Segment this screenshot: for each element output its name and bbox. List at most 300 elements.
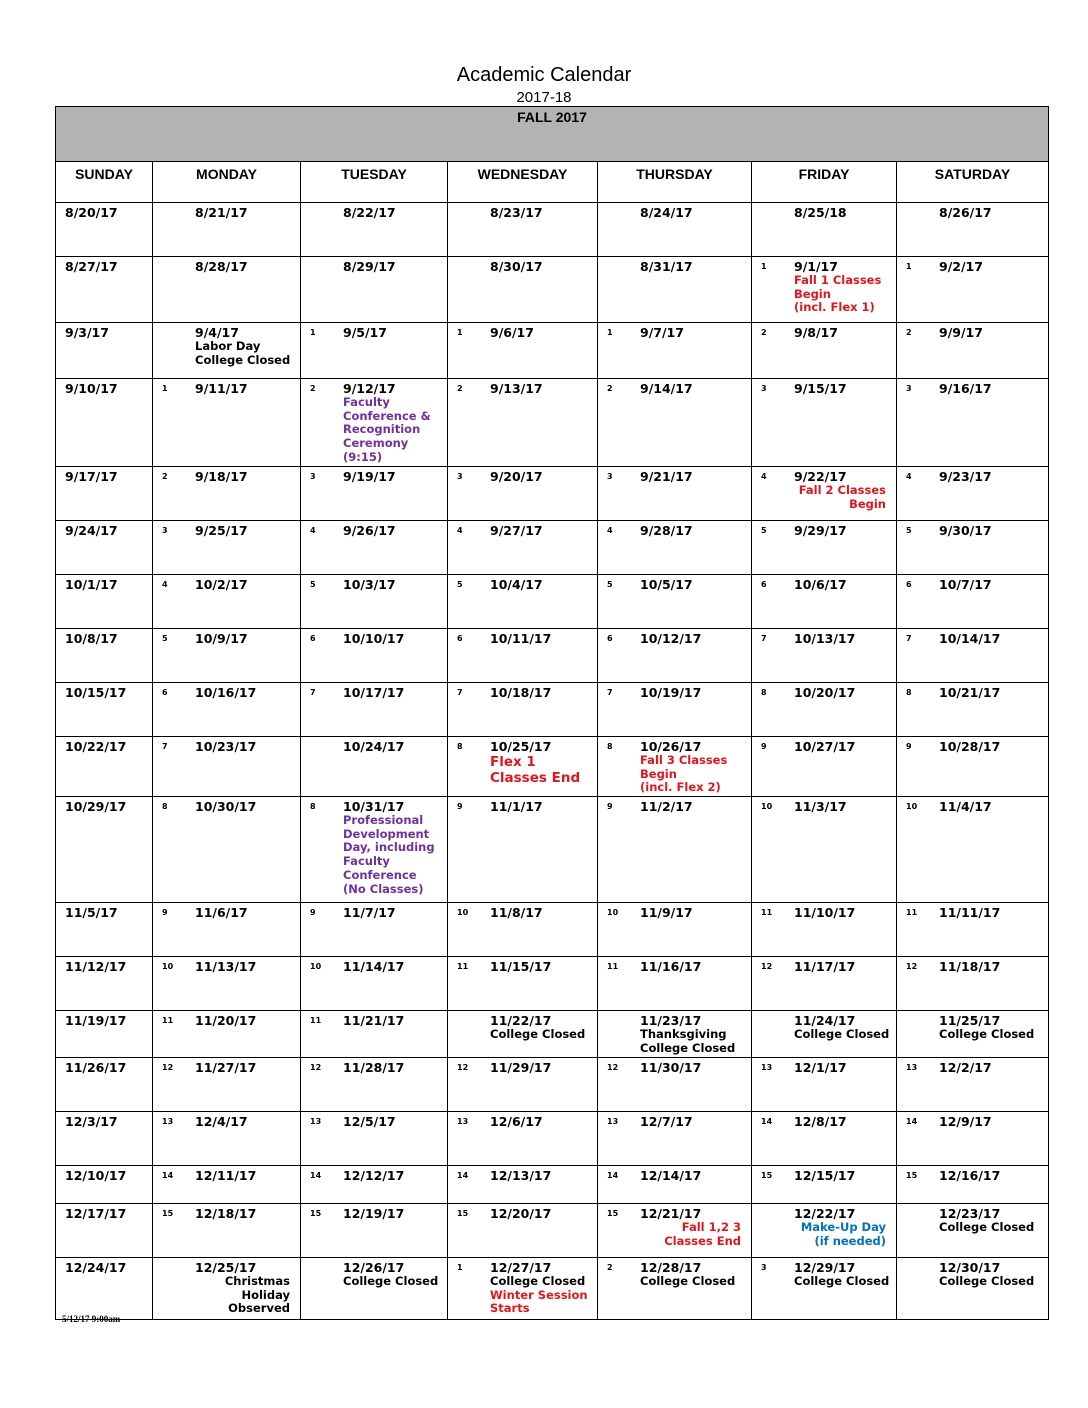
- date-label: 10/25/17: [490, 739, 552, 754]
- day-cell: [301, 521, 448, 575]
- event-note: College Closed: [939, 1220, 1035, 1234]
- date-label: 10/11/17: [490, 631, 552, 646]
- date-label: 8/26/17: [939, 205, 992, 220]
- date-label: 9/6/17: [490, 325, 534, 340]
- week-number: 12: [457, 1063, 469, 1072]
- week-number: 9: [607, 802, 613, 811]
- date-label: 12/3/17: [65, 1114, 118, 1129]
- week-number: 8: [310, 802, 316, 811]
- week-number: 5: [162, 634, 168, 643]
- day-cell: [897, 683, 1049, 737]
- week-number: 3: [310, 472, 316, 481]
- day-cell: [598, 1258, 752, 1320]
- day-cell: [301, 737, 448, 797]
- day-cell: [153, 379, 301, 467]
- date-label: 10/9/17: [195, 631, 248, 646]
- week-number: 5: [906, 526, 912, 535]
- week-number: 12: [607, 1063, 619, 1072]
- date-label: 12/25/17: [195, 1260, 257, 1275]
- day-cell: [598, 683, 752, 737]
- week-row: [56, 737, 1049, 797]
- date-label: 9/2/17: [939, 259, 983, 274]
- week-number: 9: [162, 908, 168, 917]
- day-cell: [598, 903, 752, 957]
- week-number: 4: [310, 526, 316, 535]
- day-cell: [752, 903, 897, 957]
- day-cell: [301, 1258, 448, 1320]
- day-cell: [56, 323, 153, 379]
- week-number: 14: [906, 1117, 918, 1126]
- date-label: 12/23/17: [939, 1206, 1001, 1221]
- day-cell: [752, 737, 897, 797]
- date-label: 12/24/17: [65, 1260, 127, 1275]
- day-cell: [301, 379, 448, 467]
- day-cell: [598, 797, 752, 903]
- day-header: THURSDAY: [598, 162, 752, 203]
- day-cell: [153, 957, 301, 1011]
- date-label: 12/6/17: [490, 1114, 543, 1129]
- day-cell: [752, 575, 897, 629]
- day-cell: [897, 737, 1049, 797]
- week-number: 1: [310, 328, 316, 337]
- day-cell: [752, 1058, 897, 1112]
- day-cell: [752, 1204, 897, 1258]
- day-cell: [598, 1112, 752, 1166]
- date-label: 11/18/17: [939, 959, 1001, 974]
- day-cell: [153, 1058, 301, 1112]
- week-number: 11: [310, 1016, 322, 1025]
- day-cell: [153, 1204, 301, 1258]
- event-note: College Closed: [490, 1027, 586, 1041]
- week-number: 2: [607, 1263, 613, 1272]
- week-number: 15: [162, 1209, 174, 1218]
- date-label: 8/31/17: [640, 259, 693, 274]
- day-cell: [752, 1258, 897, 1320]
- date-label: 12/20/17: [490, 1206, 552, 1221]
- date-label: 12/8/17: [794, 1114, 847, 1129]
- day-cell: [448, 379, 598, 467]
- day-cell: [598, 737, 752, 797]
- date-label: 10/29/17: [65, 799, 127, 814]
- week-number: 6: [607, 634, 613, 643]
- event-note: Labor Day College Closed: [195, 339, 291, 367]
- week-number: 7: [761, 634, 767, 643]
- day-cell: [897, 1112, 1049, 1166]
- date-label: 9/12/17: [343, 381, 396, 396]
- event-note: Faculty Conference & Recognition Ceremony (9:15): [343, 395, 431, 464]
- date-label: 9/4/17: [195, 325, 239, 340]
- date-label: 10/15/17: [65, 685, 127, 700]
- date-label: 11/10/17: [794, 905, 856, 920]
- date-label: 8/23/17: [490, 205, 543, 220]
- week-row: [56, 323, 1049, 379]
- week-number: 6: [761, 580, 767, 589]
- date-label: 8/22/17: [343, 205, 396, 220]
- week-number: 14: [310, 1171, 322, 1180]
- event-note: College Closed: [939, 1274, 1035, 1288]
- date-label: 11/28/17: [343, 1060, 405, 1075]
- event-note: Make-Up Day (if needed): [800, 1220, 886, 1248]
- week-number: 1: [761, 262, 767, 271]
- day-cell: [153, 521, 301, 575]
- day-cell: [301, 257, 448, 323]
- week-number: 3: [162, 526, 168, 535]
- date-label: 10/6/17: [794, 577, 847, 592]
- date-label: 8/27/17: [65, 259, 118, 274]
- day-cell: [897, 1058, 1049, 1112]
- day-cell: [752, 1112, 897, 1166]
- day-cell: [448, 1011, 598, 1058]
- date-label: 9/8/17: [794, 325, 838, 340]
- day-cell: [56, 1204, 153, 1258]
- day-header: SUNDAY: [56, 162, 153, 203]
- week-number: 7: [162, 742, 168, 751]
- date-label: 10/21/17: [939, 685, 1001, 700]
- week-number: 13: [761, 1063, 773, 1072]
- day-cell: [598, 1058, 752, 1112]
- week-number: 12: [906, 962, 918, 971]
- event-note: Fall 3 Classes Begin (incl. Flex 2): [640, 753, 728, 795]
- week-number: 11: [162, 1016, 174, 1025]
- day-cell: [448, 323, 598, 379]
- date-label: 12/29/17: [794, 1260, 856, 1275]
- day-cell: [897, 903, 1049, 957]
- date-label: 12/27/17: [490, 1260, 552, 1275]
- week-number: 7: [310, 688, 316, 697]
- date-label: 11/22/17: [490, 1013, 552, 1028]
- date-label: 11/5/17: [65, 905, 118, 920]
- week-number: 14: [162, 1171, 174, 1180]
- date-label: 9/14/17: [640, 381, 693, 396]
- week-row: [56, 1058, 1049, 1112]
- day-cell: [752, 467, 897, 521]
- week-row: [56, 797, 1049, 903]
- week-number: 2: [761, 328, 767, 337]
- week-number: 8: [906, 688, 912, 697]
- week-number: 6: [310, 634, 316, 643]
- week-number: 8: [607, 742, 613, 751]
- day-cell: [301, 203, 448, 257]
- date-label: 12/1/17: [794, 1060, 847, 1075]
- week-number: 9: [906, 742, 912, 751]
- event-note: Fall 1,2 3 Classes End: [664, 1220, 741, 1248]
- date-label: 10/8/17: [65, 631, 118, 646]
- date-label: 9/29/17: [794, 523, 847, 538]
- date-label: 11/1/17: [490, 799, 543, 814]
- event-note: College Closed: [640, 1274, 736, 1288]
- week-number: 10: [457, 908, 469, 917]
- date-label: 10/18/17: [490, 685, 552, 700]
- date-label: 10/3/17: [343, 577, 396, 592]
- week-number: 4: [607, 526, 613, 535]
- week-number: 8: [162, 802, 168, 811]
- date-label: 12/11/17: [195, 1168, 257, 1183]
- date-label: 11/17/17: [794, 959, 856, 974]
- day-cell: [448, 797, 598, 903]
- week-number: 7: [457, 688, 463, 697]
- date-label: 12/12/17: [343, 1168, 405, 1183]
- week-number: 3: [607, 472, 613, 481]
- date-label: 12/7/17: [640, 1114, 693, 1129]
- week-number: 6: [162, 688, 168, 697]
- date-label: 11/16/17: [640, 959, 702, 974]
- date-label: 10/5/17: [640, 577, 693, 592]
- date-label: 11/21/17: [343, 1013, 405, 1028]
- semester-header: FALL 2017: [56, 107, 1049, 162]
- date-label: 9/27/17: [490, 523, 543, 538]
- day-cell: [598, 1011, 752, 1058]
- date-label: 12/30/17: [939, 1260, 1001, 1275]
- day-cell: [56, 379, 153, 467]
- date-label: 11/23/17: [640, 1013, 702, 1028]
- date-label: 11/15/17: [490, 959, 552, 974]
- week-number: 4: [162, 580, 168, 589]
- day-cell: [897, 521, 1049, 575]
- week-number: 9: [457, 802, 463, 811]
- date-label: 11/14/17: [343, 959, 405, 974]
- week-number: 11: [906, 908, 918, 917]
- date-label: 9/24/17: [65, 523, 118, 538]
- date-label: 10/14/17: [939, 631, 1001, 646]
- day-cell: [752, 379, 897, 467]
- week-number: 12: [310, 1063, 322, 1072]
- day-cell: [56, 797, 153, 903]
- date-label: 12/14/17: [640, 1168, 702, 1183]
- day-cell: [897, 957, 1049, 1011]
- date-label: 8/30/17: [490, 259, 543, 274]
- date-label: 9/10/17: [65, 381, 118, 396]
- day-cell: [301, 1112, 448, 1166]
- week-number: 2: [310, 384, 316, 393]
- date-label: 11/27/17: [195, 1060, 257, 1075]
- week-number: 15: [761, 1171, 773, 1180]
- day-cell: [448, 467, 598, 521]
- week-row: [56, 683, 1049, 737]
- day-cell: [897, 323, 1049, 379]
- day-cell: [598, 957, 752, 1011]
- day-cell: [153, 903, 301, 957]
- date-label: 12/9/17: [939, 1114, 992, 1129]
- day-header: FRIDAY: [752, 162, 897, 203]
- week-number: 6: [457, 634, 463, 643]
- week-number: 10: [906, 802, 918, 811]
- date-label: 11/4/17: [939, 799, 992, 814]
- date-label: 12/16/17: [939, 1168, 1001, 1183]
- day-cell: [598, 467, 752, 521]
- date-label: 9/18/17: [195, 469, 248, 484]
- page-title: Academic Calendar: [456, 64, 632, 86]
- date-label: 9/1/17: [794, 259, 838, 274]
- week-row: [56, 521, 1049, 575]
- day-cell: [153, 683, 301, 737]
- week-row: [56, 203, 1049, 257]
- date-label: 9/9/17: [939, 325, 983, 340]
- day-cell: [56, 1112, 153, 1166]
- date-label: 11/25/17: [939, 1013, 1001, 1028]
- day-cell: [301, 1204, 448, 1258]
- date-label: 11/30/17: [640, 1060, 702, 1075]
- event-note: Flex 1 Classes End: [490, 754, 581, 786]
- date-label: 10/19/17: [640, 685, 702, 700]
- week-number: 8: [761, 688, 767, 697]
- week-number: 14: [457, 1171, 469, 1180]
- date-label: 10/4/17: [490, 577, 543, 592]
- date-label: 10/27/17: [794, 739, 856, 754]
- week-number: 7: [906, 634, 912, 643]
- date-label: 9/7/17: [640, 325, 684, 340]
- day-cell: [153, 737, 301, 797]
- week-number: 4: [457, 526, 463, 535]
- date-label: 12/4/17: [195, 1114, 248, 1129]
- day-cell: [448, 575, 598, 629]
- calendar-table: [55, 106, 1049, 1320]
- day-cell: [752, 1166, 897, 1204]
- date-label: 12/10/17: [65, 1168, 127, 1183]
- week-number: 15: [457, 1209, 469, 1218]
- day-cell: [752, 683, 897, 737]
- date-label: 8/28/17: [195, 259, 248, 274]
- day-cell: [56, 1011, 153, 1058]
- day-cell: [752, 797, 897, 903]
- date-label: 11/9/17: [640, 905, 693, 920]
- week-number: 5: [310, 580, 316, 589]
- event-note: Professional Development Day, including Faculty Conference (No Classes): [343, 813, 435, 896]
- date-label: 10/30/17: [195, 799, 257, 814]
- date-label: 12/26/17: [343, 1260, 405, 1275]
- week-number: 2: [162, 472, 168, 481]
- week-number: 1: [457, 328, 463, 337]
- week-number: 5: [607, 580, 613, 589]
- event-note: Winter Session Starts: [490, 1287, 588, 1316]
- week-number: 13: [310, 1117, 322, 1126]
- date-label: 11/2/17: [640, 799, 693, 814]
- date-label: 9/5/17: [343, 325, 387, 340]
- week-number: 11: [457, 962, 469, 971]
- day-cell: [897, 1011, 1049, 1058]
- day-cell: [56, 203, 153, 257]
- week-number: 3: [457, 472, 463, 481]
- event-note: College Closed: [939, 1027, 1035, 1041]
- date-label: 9/3/17: [65, 325, 109, 340]
- day-cell: [448, 257, 598, 323]
- day-cell: [56, 521, 153, 575]
- week-number: 5: [761, 526, 767, 535]
- week-number: 8: [457, 742, 463, 751]
- date-label: 8/24/17: [640, 205, 693, 220]
- week-number: 3: [761, 1263, 767, 1272]
- date-label: 11/19/17: [65, 1013, 127, 1028]
- day-cell: [153, 1258, 301, 1320]
- day-cell: [448, 683, 598, 737]
- day-cell: [897, 575, 1049, 629]
- week-number: 1: [457, 1263, 463, 1272]
- date-label: 9/22/17: [794, 469, 847, 484]
- day-cell: [301, 1058, 448, 1112]
- day-cell: [598, 1204, 752, 1258]
- week-row: [56, 379, 1049, 467]
- week-row: [56, 257, 1049, 323]
- day-cell: [448, 1166, 598, 1204]
- day-cell: [301, 683, 448, 737]
- day-cell: [598, 203, 752, 257]
- week-row: [56, 1011, 1049, 1058]
- day-cell: [598, 323, 752, 379]
- week-number: 13: [607, 1117, 619, 1126]
- week-number: 14: [607, 1171, 619, 1180]
- date-label: 10/28/17: [939, 739, 1001, 754]
- date-label: 10/1/17: [65, 577, 118, 592]
- date-label: 10/7/17: [939, 577, 992, 592]
- day-cell: [301, 957, 448, 1011]
- week-row: [56, 629, 1049, 683]
- event-note: College Closed: [490, 1274, 586, 1288]
- date-label: 8/21/17: [195, 205, 248, 220]
- day-cell: [598, 575, 752, 629]
- day-cell: [153, 575, 301, 629]
- day-cell: [598, 1166, 752, 1204]
- day-header: MONDAY: [153, 162, 301, 203]
- week-row: [56, 467, 1049, 521]
- date-label: 12/18/17: [195, 1206, 257, 1221]
- date-label: 10/20/17: [794, 685, 856, 700]
- revision-timestamp: 5/12/17 9:00am: [62, 1314, 121, 1324]
- week-number: 1: [162, 384, 168, 393]
- week-row: [56, 957, 1049, 1011]
- day-cell: [153, 203, 301, 257]
- date-label: 12/21/17: [640, 1206, 702, 1221]
- date-label: 10/24/17: [343, 739, 405, 754]
- day-cell: [598, 629, 752, 683]
- date-label: 10/13/17: [794, 631, 856, 646]
- day-cell: [897, 379, 1049, 467]
- date-label: 11/11/17: [939, 905, 1001, 920]
- week-number: 2: [457, 384, 463, 393]
- event-note: College Closed: [794, 1274, 890, 1288]
- day-cell: [56, 903, 153, 957]
- week-number: 9: [761, 742, 767, 751]
- day-cell: [153, 1166, 301, 1204]
- date-label: 9/17/17: [65, 469, 118, 484]
- day-cell: [752, 1011, 897, 1058]
- day-cell: [153, 467, 301, 521]
- week-number: 9: [310, 908, 316, 917]
- date-label: 10/10/17: [343, 631, 405, 646]
- day-cell: [153, 1112, 301, 1166]
- event-note: College Closed: [343, 1274, 439, 1288]
- day-cell: [301, 629, 448, 683]
- week-number: 12: [162, 1063, 174, 1072]
- day-cell: [301, 1011, 448, 1058]
- date-label: 10/31/17: [343, 799, 405, 814]
- day-cell: [448, 737, 598, 797]
- event-note: Christmas Holiday Observed: [224, 1274, 290, 1316]
- week-number: 11: [607, 962, 619, 971]
- day-cell: [897, 203, 1049, 257]
- day-cell: [752, 323, 897, 379]
- date-label: 11/6/17: [195, 905, 248, 920]
- date-label: 9/26/17: [343, 523, 396, 538]
- date-label: 9/20/17: [490, 469, 543, 484]
- date-label: 9/11/17: [195, 381, 248, 396]
- week-number: 12: [761, 962, 773, 971]
- day-cell: [448, 521, 598, 575]
- date-label: 11/3/17: [794, 799, 847, 814]
- event-note: Thanksgiving College Closed: [640, 1027, 736, 1055]
- day-cell: [153, 629, 301, 683]
- week-row: [56, 1166, 1049, 1204]
- day-cell: [56, 467, 153, 521]
- day-cell: [448, 203, 598, 257]
